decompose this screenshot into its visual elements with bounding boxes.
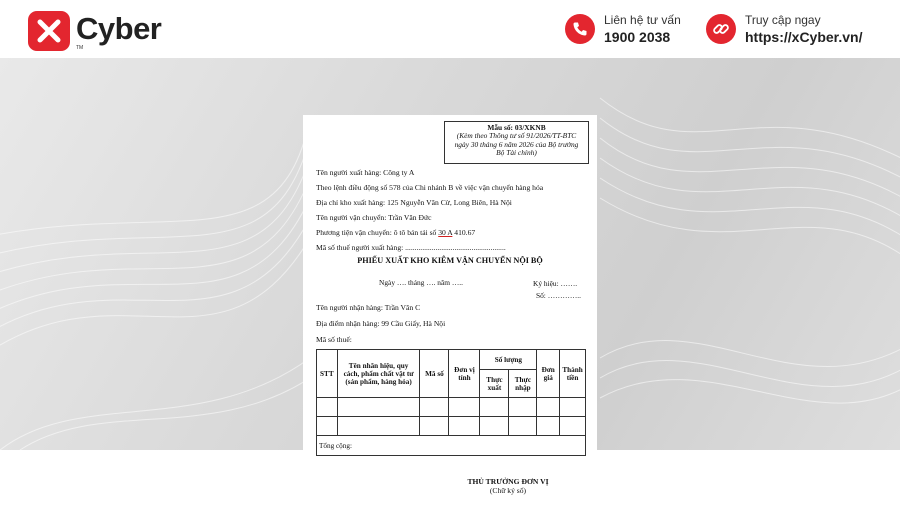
logo-x-icon[interactable] (28, 11, 70, 51)
trademark-mark: TM (76, 45, 84, 51)
site-header (0, 0, 900, 58)
number-field: Số: ………….. (536, 291, 581, 300)
signature-note: (Chữ ký số) (489, 486, 527, 495)
header-unit-1: Đơn vị (454, 365, 475, 374)
header-actual-import-2: nhập (515, 383, 531, 392)
vehicle-prefix: Phương tiện vận chuyển: ô tô bán tải số (316, 228, 439, 237)
header-price-2: giá (543, 373, 553, 382)
header-price-1: Đơn (541, 365, 555, 374)
vehicle-info (316, 228, 475, 237)
warehouse-address: Địa chỉ kho xuất hàng: 125 Nguyễn Văn Cừ, Long Biên, Hà Nội (316, 198, 512, 207)
header-item-name-1: Tên nhãn hiệu, quy (348, 361, 409, 370)
dispatch-order: Theo lệnh điều động số 578 của Chi nhánh B về việc vận chuyển hàng hóa (316, 183, 544, 192)
header-unit (449, 350, 480, 398)
template-code-box (444, 121, 589, 164)
template-note-1: (Kèm theo Thông tư số 91/2026/TT-BTC (456, 131, 577, 141)
hotline-contact[interactable] (565, 11, 681, 47)
vehicle-plate-series: 30 A (438, 228, 453, 237)
receiver-address: Địa điểm nhận hàng: 99 Cầu Giấy, Hà Nội (316, 319, 446, 328)
hotline-number[interactable]: 1900 2038 (604, 28, 671, 45)
website-url[interactable]: https://xCyber.vn/ (745, 28, 863, 45)
header-amount-1: Thành (562, 365, 583, 374)
signature-block (443, 477, 573, 495)
template-note-3: Bộ Tài chính) (496, 147, 537, 157)
header-item-name-3: (sản phẩm, hàng hóa) (345, 377, 412, 386)
total-label: Tổng cộng: (317, 436, 586, 456)
website-contact[interactable] (706, 11, 862, 47)
document-page (303, 115, 597, 508)
symbol-field: Ký hiệu: ……. (533, 279, 578, 288)
header-quantity: Số lượng (480, 350, 537, 370)
document-title: PHIẾU XUẤT KHO KIÊM VẬN CHUYỂN NỘI BỘ (357, 256, 543, 265)
header-stt: STT (317, 350, 338, 398)
signature-title: THỦ TRƯỞNG ĐƠN VỊ (467, 477, 549, 486)
header-price (537, 350, 560, 398)
receiver-name: Tên người nhận hàng: Trần Văn C (316, 303, 421, 312)
header-code: Mã số (420, 350, 449, 398)
issuer-tax-code: Mã số thuế người xuất hàng: ..................................................... (316, 243, 506, 252)
transporter-name: Tên người vận chuyển: Trần Văn Đức (316, 213, 432, 222)
header-actual-export (480, 370, 509, 398)
header-actual-import (509, 370, 537, 398)
brand-name[interactable]: Cyber (76, 11, 162, 46)
template-code: Mẫu số: 03/XKNB (487, 123, 546, 132)
website-label: Truy cập ngay (745, 12, 821, 27)
header-item-name-2: cách, phẩm chất vật tư (343, 369, 414, 378)
hotline-label: Liên hệ tư vấn (604, 12, 681, 27)
header-amount-2: tiền (566, 373, 579, 382)
vehicle-plate-number: 410.67 (452, 228, 476, 237)
symbol-number-block (533, 278, 581, 302)
issuer-name: Tên người xuất hàng: Công ty A (316, 168, 415, 177)
date-line: Ngày …. tháng …. năm ….. (379, 278, 463, 287)
header-actual-import-1: Thực (514, 375, 532, 384)
phone-icon (565, 14, 595, 44)
table-row (317, 398, 586, 417)
goods-table (316, 349, 586, 456)
receiver-tax-code: Mã số thuế: (316, 335, 352, 344)
table-total-row (317, 436, 586, 456)
header-actual-export-2: xuất (487, 383, 502, 392)
header-amount (560, 350, 586, 398)
header-actual-export-1: Thực (486, 375, 503, 384)
header-item-name (337, 350, 420, 398)
link-icon (706, 14, 736, 44)
decorative-background (0, 58, 900, 495)
table-row (317, 417, 586, 436)
template-note-2: ngày 30 tháng 6 năm 2026 của Bộ trưởng (454, 139, 579, 149)
header-unit-2: tính (458, 373, 471, 382)
